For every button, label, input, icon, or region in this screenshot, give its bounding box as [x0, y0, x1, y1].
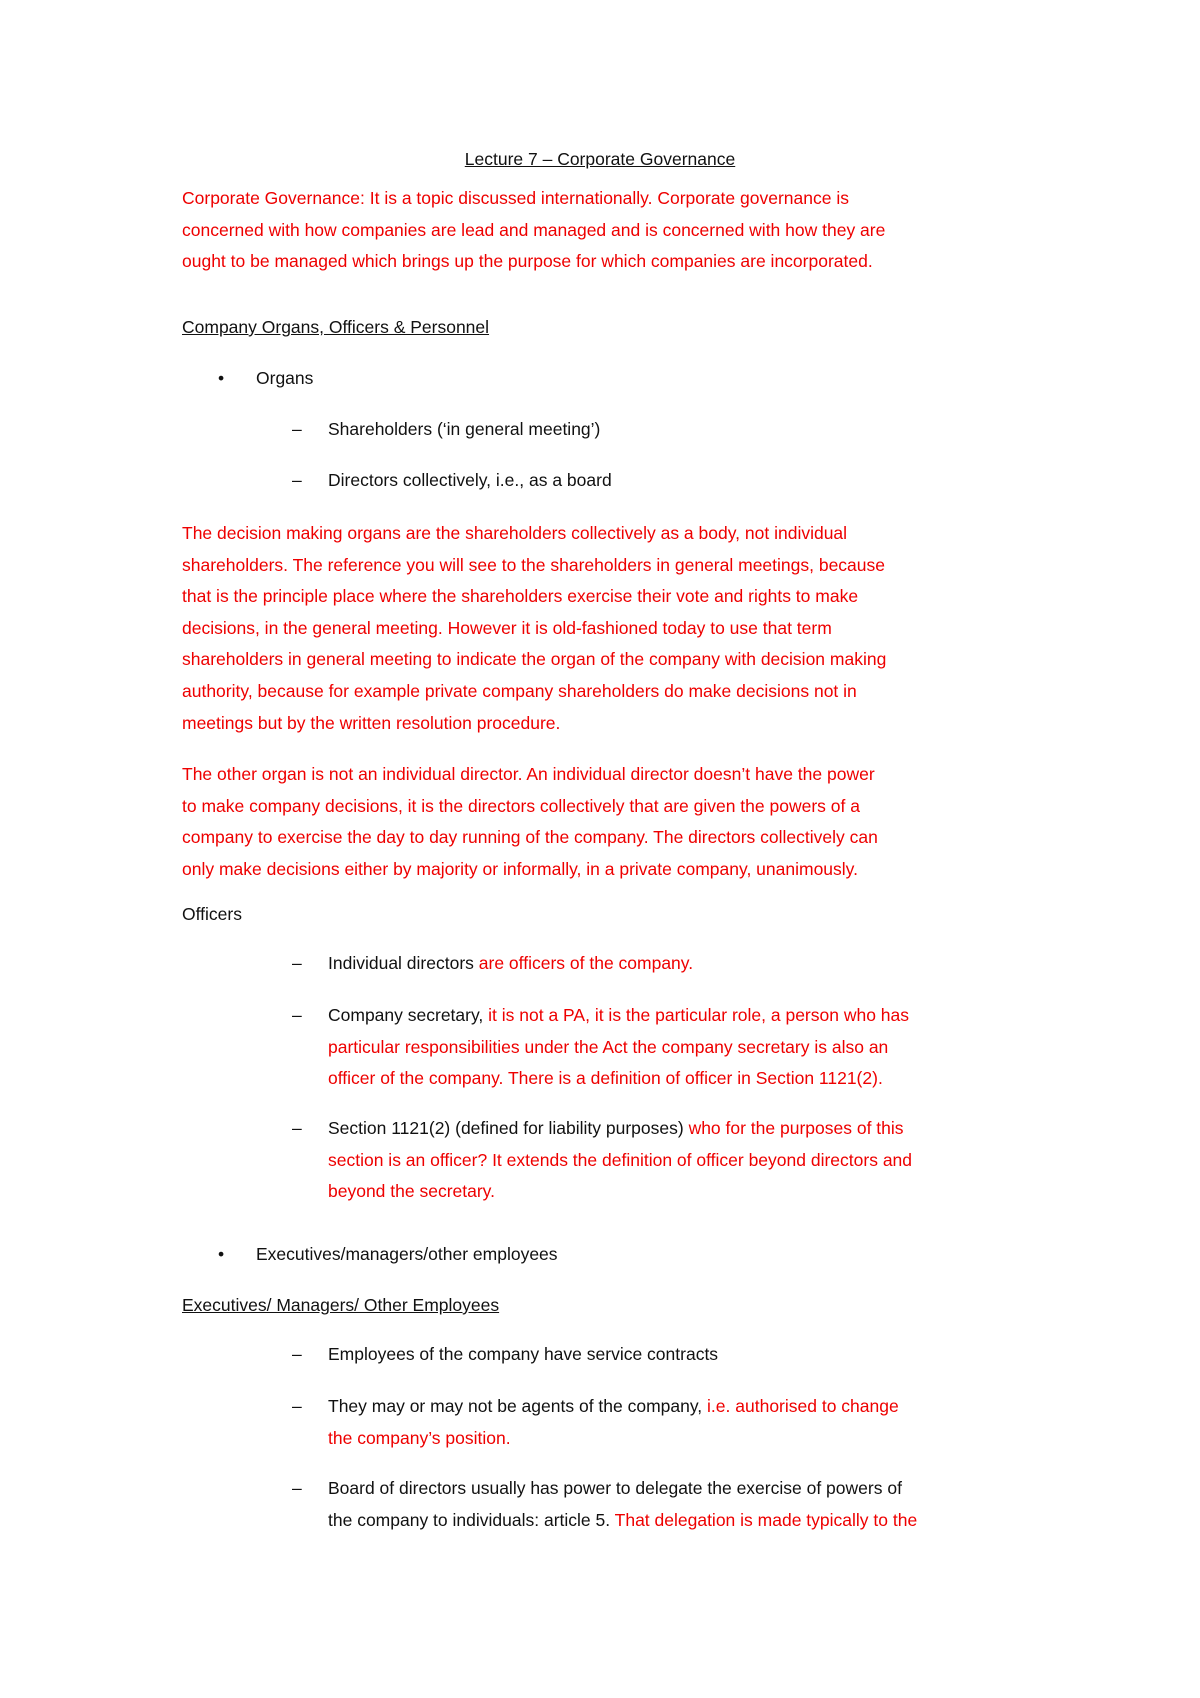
organs-item-shareholders: Shareholders (‘in general meeting’) [328, 419, 601, 439]
text-red: officer of the company. There is a definition of officer in Section 1121(2). [328, 1068, 883, 1089]
officers-item-section-1121 [328, 1113, 1048, 1208]
bullet-executives: Executives/managers/other employees [256, 1244, 558, 1264]
text-red: particular responsibilities under the Act the company secretary is also an [328, 1036, 889, 1057]
dash-symbol: – [292, 1005, 302, 1025]
intro-paragraph [182, 183, 1042, 278]
paragraph-line: The decision making organs are the shareholders collectively as a body, not individual [182, 523, 848, 543]
text-black: Company secretary, [328, 1005, 489, 1025]
section-heading-organs-officers: Company Organs, Officers & Personnel [182, 317, 490, 337]
text-red: i.e. authorised to change [707, 1396, 899, 1416]
dash-symbol: – [292, 470, 302, 490]
text-red: beyond the secretary. [328, 1181, 495, 1202]
officers-item-secretary [328, 1000, 1048, 1095]
paragraph-line: shareholders. The reference you will see to the shareholders in general meetings, because [182, 554, 886, 575]
organs-item-directors: Directors collectively, i.e., as a board [328, 470, 612, 490]
text-black: the company to individuals: article 5. [328, 1509, 615, 1530]
paragraph-line: only make decisions either by majority or informally, in a private company, unanimously. [182, 858, 858, 879]
intro-line: ought to be managed which brings up the purpose for which companies are incorporated. [182, 251, 873, 272]
bullet-symbol: • [218, 1244, 225, 1264]
dash-symbol: – [292, 1478, 302, 1498]
paragraph-line: shareholders in general meeting to indicate the organ of the company with decision making [182, 649, 887, 670]
paragraph-line: that is the principle place where the shareholders exercise their vote and rights to make [182, 586, 859, 607]
text-red: who for the purposes of this [688, 1118, 904, 1138]
dash-symbol: – [292, 419, 302, 439]
executives-heading: Executives/ Managers/ Other Employees [182, 1295, 500, 1315]
paragraph-line: decisions, in the general meeting. However it is old-fashioned today to use that term [182, 617, 832, 638]
dash-symbol: – [292, 1396, 302, 1416]
officers-heading: Officers [182, 904, 242, 924]
paragraph-line: authority, because for example private company shareholders do make decisions not in [182, 680, 857, 701]
text-red: are officers of the company. [478, 953, 694, 973]
text-red: the company’s position. [328, 1427, 511, 1448]
document-title: Lecture 7 – Corporate Governance [464, 149, 736, 169]
dash-symbol: – [292, 1118, 302, 1138]
bullet-organs: Organs [256, 368, 314, 388]
paragraph-line: meetings but by the written resolution procedure. [182, 712, 561, 733]
officers-item-directors [328, 948, 1048, 980]
text-red: section is an officer? It extends the definition of officer beyond directors and [328, 1149, 913, 1170]
bullet-symbol: • [218, 368, 225, 388]
paragraph-line: to make company decisions, it is the directors collectively that are given the powers of a [182, 795, 860, 816]
text-black: Individual directors [328, 953, 479, 973]
text-black: Board of directors usually has power to delegate the exercise of powers of [328, 1478, 902, 1498]
paragraph-line: The other organ is not an individual director. An individual director doesn’t have the power [182, 764, 875, 784]
executives-item-delegation [328, 1473, 1048, 1536]
executives-item-agents [328, 1391, 1048, 1454]
text-black: They may or may not be agents of the company, [328, 1396, 708, 1416]
other-organ-paragraph [182, 759, 1042, 885]
text-black: Section 1121(2) (defined for liability purposes) [328, 1118, 689, 1138]
intro-line: concerned with how companies are lead and managed and is concerned with how they are [182, 219, 886, 240]
text-red: That delegation is made typically to the [614, 1509, 918, 1530]
dash-symbol: – [292, 953, 302, 973]
text-red: it is not a PA, it is the particular role, a person who has [488, 1005, 910, 1025]
executives-item-service-contracts: Employees of the company have service contracts [328, 1344, 719, 1364]
decision-organs-paragraph [182, 518, 1042, 739]
paragraph-line: company to exercise the day to day running of the company. The directors collectively can [182, 827, 878, 848]
dash-symbol: – [292, 1344, 302, 1364]
intro-line: Corporate Governance: It is a topic discussed internationally. Corporate governance is [182, 188, 849, 208]
